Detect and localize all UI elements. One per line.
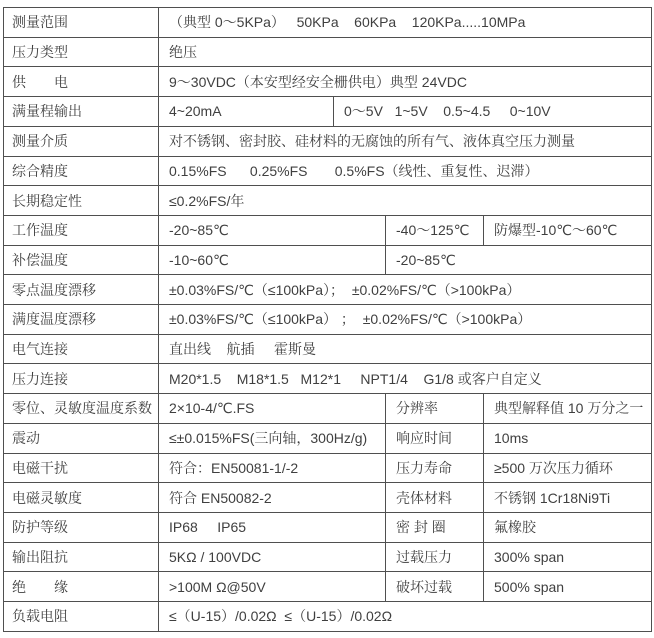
spec-label-vibration: 震动 <box>4 423 159 453</box>
spec-label-span-temperature-drift: 满度温度漂移 <box>4 305 159 335</box>
spec-value-output-impedance: 5KΩ / 100VDC <box>159 542 386 572</box>
spec-row-19 <box>4 542 652 572</box>
spec-value-destructive-overload: 500% span <box>484 572 652 602</box>
spec-value-seal-ring: 氟橡胶 <box>484 512 652 542</box>
spec-row-7 <box>4 186 652 216</box>
spec-label-zero-temperature-drift: 零点温度漂移 <box>4 275 159 305</box>
spec-value-working-temperature-explosionproof: 防爆型-10℃～60℃ <box>484 215 652 245</box>
spec-label-destructive-overload: 破坏过载 <box>386 572 484 602</box>
spec-row-18 <box>4 512 652 542</box>
spec-label-working-temperature: 工作温度 <box>4 215 159 245</box>
spec-label-resolution: 分辨率 <box>386 394 484 424</box>
spec-row-14 <box>4 394 652 424</box>
spec-label-long-term-stability: 长期稳定性 <box>4 186 159 216</box>
spec-label-load-resistance: 负载电阻 <box>4 602 159 632</box>
spec-label-overall-accuracy: 综合精度 <box>4 156 159 186</box>
spec-value-protection-rating: IP68 IP65 <box>159 512 386 542</box>
spec-value-pressure-life: ≥500 万次压力循环 <box>484 453 652 483</box>
spec-value-pressure-type: 绝压 <box>159 37 652 67</box>
spec-table-body <box>4 8 652 632</box>
spec-value-compensated-temperature-2: -20~85℃ <box>386 245 652 275</box>
spec-label-housing-material: 壳体材料 <box>386 483 484 513</box>
spec-row-4 <box>4 97 652 127</box>
spec-value-emi: 符合：EN50081-1/-2 <box>159 453 386 483</box>
spec-value-output-voltage: 0～5V 1~5V 0.5~4.5 0~10V <box>334 97 652 127</box>
spec-label-response-time: 响应时间 <box>386 423 484 453</box>
spec-label-em-sensitivity: 电磁灵敏度 <box>4 483 159 513</box>
spec-row-6 <box>4 156 652 186</box>
spec-value-vibration: ≤±0.015%FS(三向轴，300Hz/g) <box>159 423 386 453</box>
spec-label-power-supply: 供 电 <box>4 67 159 97</box>
spec-table-container <box>3 7 651 632</box>
spec-label-output-impedance: 输出阻抗 <box>4 542 159 572</box>
spec-label-pressure-type: 压力类型 <box>4 37 159 67</box>
spec-row-13 <box>4 364 652 394</box>
spec-row-16 <box>4 453 652 483</box>
spec-value-response-time: 10ms <box>484 423 652 453</box>
spec-value-compensated-temperature-1: -10~60℃ <box>159 245 386 275</box>
spec-row-10 <box>4 275 652 305</box>
spec-value-working-temperature-1: -20~85℃ <box>159 215 386 245</box>
spec-row-9 <box>4 245 652 275</box>
spec-row-20 <box>4 572 652 602</box>
spec-row-15 <box>4 423 652 453</box>
spec-label-protection-rating: 防护等级 <box>4 512 159 542</box>
spec-value-electrical-connection: 直出线 航插 霍斯曼 <box>159 334 652 364</box>
spec-row-21 <box>4 602 652 632</box>
spec-value-resolution: 典型解释值 10 万分之一 <box>484 394 652 424</box>
spec-label-compensated-temperature: 补偿温度 <box>4 245 159 275</box>
spec-value-long-term-stability: ≤0.2%FS/年 <box>159 186 652 216</box>
spec-value-measurement-medium: 对不锈钢、密封胶、硅材料的无腐蚀的所有气、液体真空压力测量 <box>159 126 652 156</box>
spec-value-pressure-connection: M20*1.5 M18*1.5 M12*1 NPT1/4 G1/8 或客户自定义 <box>159 364 652 394</box>
spec-label-seal-ring: 密 封 圈 <box>386 512 484 542</box>
pressure-transmitter-spec-table <box>3 7 652 632</box>
spec-label-measurement-range: 测量范围 <box>4 8 159 38</box>
spec-row-1 <box>4 8 652 38</box>
spec-label-full-scale-output: 满量程输出 <box>4 97 159 127</box>
spec-value-overall-accuracy: 0.15%FS 0.25%FS 0.5%FS（线性、重复性、迟滞） <box>159 156 652 186</box>
spec-row-11 <box>4 305 652 335</box>
spec-row-5 <box>4 126 652 156</box>
spec-value-insulation: >100M Ω@50V <box>159 572 386 602</box>
spec-label-overload-pressure: 过载压力 <box>386 542 484 572</box>
spec-value-housing-material: 不锈钢 1Cr18Ni9Ti <box>484 483 652 513</box>
spec-value-em-sensitivity: 符合 EN50082-2 <box>159 483 386 513</box>
spec-value-working-temperature-2: -40～125℃ <box>386 215 484 245</box>
spec-value-span-temperature-drift: ±0.03%FS/℃（≤100kPa） ； ±0.02%FS/℃（>100kPa） <box>159 305 652 335</box>
spec-label-pressure-life: 压力寿命 <box>386 453 484 483</box>
spec-label-emi: 电磁干扰 <box>4 453 159 483</box>
spec-row-8 <box>4 215 652 245</box>
spec-value-zero-sensitivity-temp-coefficient: 2×10-4/℃.FS <box>159 394 386 424</box>
spec-row-17 <box>4 483 652 513</box>
spec-row-2 <box>4 37 652 67</box>
spec-label-measurement-medium: 测量介质 <box>4 126 159 156</box>
spec-value-output-current: 4~20mA <box>159 97 334 127</box>
spec-value-load-resistance: ≤（U-15）/0.02Ω ≤（U-15）/0.02Ω <box>159 602 652 632</box>
spec-label-insulation: 绝 缘 <box>4 572 159 602</box>
spec-label-zero-sensitivity-temp-coefficient: 零位、灵敏度温度系数 <box>4 394 159 424</box>
spec-value-zero-temperature-drift: ±0.03%FS/℃（≤100kPa）； ±0.02%FS/℃（>100kPa） <box>159 275 652 305</box>
spec-label-electrical-connection: 电气连接 <box>4 334 159 364</box>
spec-row-3 <box>4 67 652 97</box>
spec-value-measurement-range: （典型 0～5KPa） 50KPa 60KPa 120KPa.....10MPa <box>159 8 652 38</box>
spec-value-power-supply: 9～30VDC（本安型经安全栅供电）典型 24VDC <box>159 67 652 97</box>
spec-value-overload-pressure: 300% span <box>484 542 652 572</box>
spec-row-12 <box>4 334 652 364</box>
spec-label-pressure-connection: 压力连接 <box>4 364 159 394</box>
